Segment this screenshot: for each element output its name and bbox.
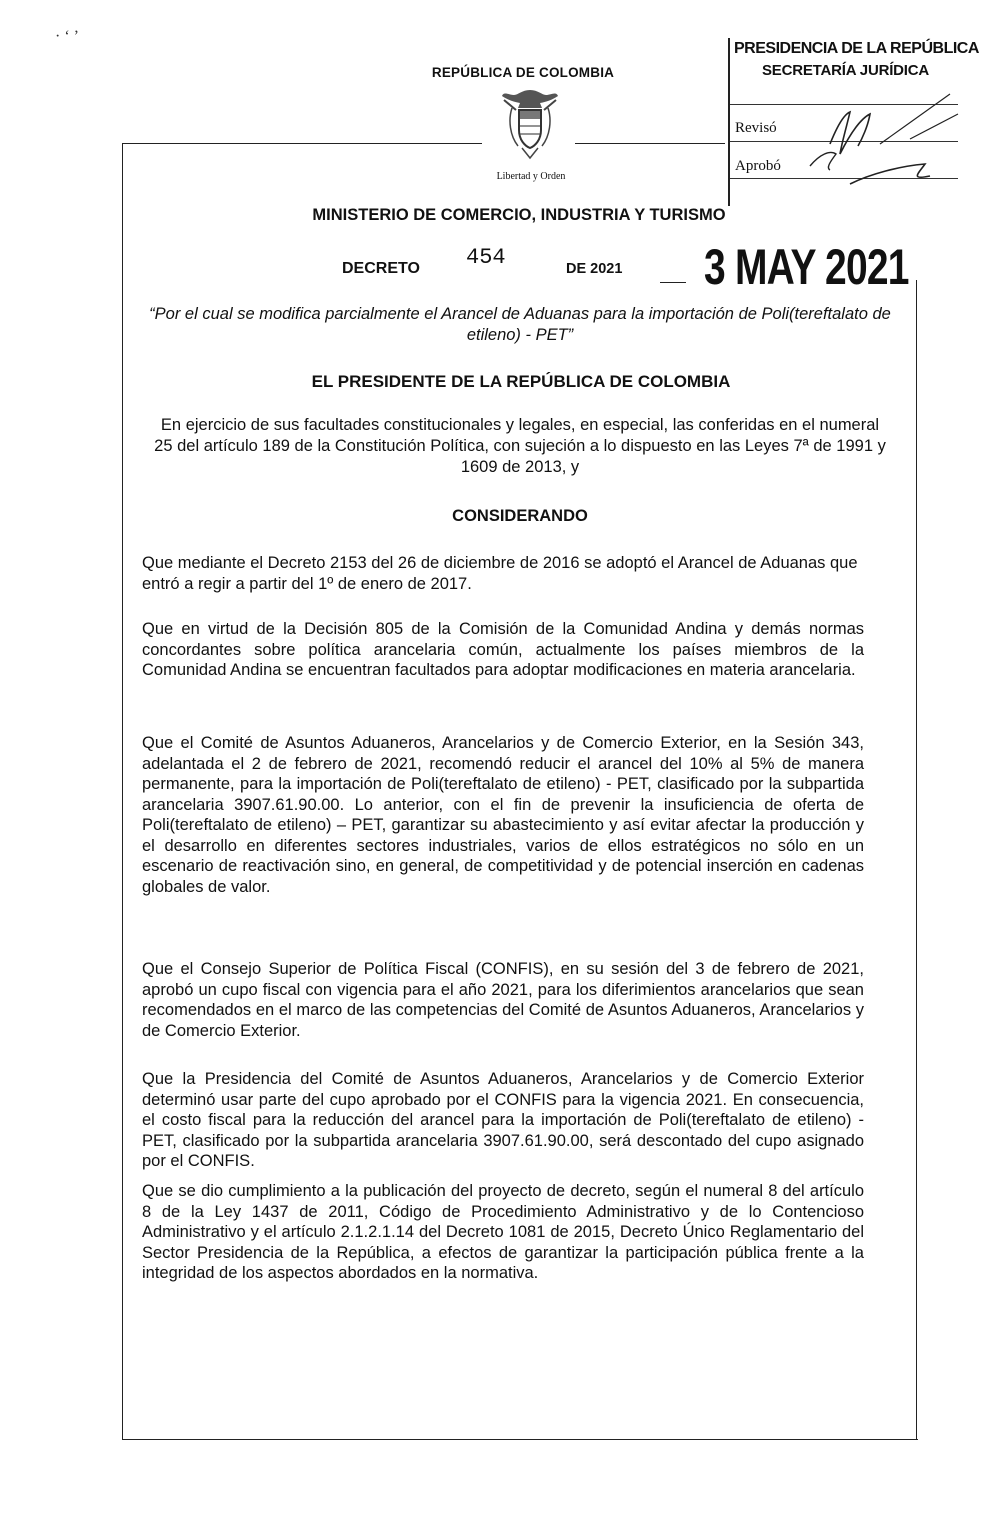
considerando-paragraph: Que en virtud de la Decisión 805 de la Comisión de la Comunidad Andina y demás normas concordantes sobre política arancelaria común, actualmente los países miembros de la Comunidad Andina se encuentran facultados para adoptar modificaciones en materia arancelaria.: [142, 620, 864, 679]
preamble: En ejercicio de sus facultades constitucionales y legales, en especial, las conferidas en el numeral 25 del artículo 189 de la Constitución Política, con sujeción a lo dispuesto en las Leyes 7ª de 1991 y 1609 de 2013, y: [154, 416, 886, 476]
decree-year: DE 2021: [566, 261, 623, 277]
frame-right: [916, 280, 917, 1440]
decree-label: DECRETO: [342, 260, 420, 277]
decree-underline: [660, 282, 686, 283]
considerando-paragraph: Que el Consejo Superior de Política Fiscal (CONFIS), en su sesión del 3 de febrero de 2021, aprobó un cupo fiscal con vigencia para el año 2021, para los diferimientos arancelarios que sean recomendados en el marco de las competencias del Comité de Asuntos Aduaneros, Arancelarios y de Comercio Exterior.: [142, 960, 864, 1040]
considerando-heading: [0, 507, 1000, 526]
frame-left: [122, 143, 123, 1440]
scan-marks: · ʻ ʼ: [55, 28, 79, 45]
ministry-heading: [0, 206, 1000, 225]
coat-of-arms-icon: [500, 86, 560, 166]
considerando-paragraph: Que mediante el Decreto 2153 del 26 de diciembre de 2016 se adoptó el Arancel de Aduanas que entró a regir a partir del 1º de enero de 2017.: [142, 554, 858, 593]
decree-subject: “Por el cual se modifica parcialmente el Arancel de Aduanas para la importación de Poli(tereftalato de etileno) - PET”: [149, 305, 891, 344]
frame-top-middle: [575, 143, 725, 144]
stamp-reviso-label: Revisó: [735, 120, 777, 136]
considerando-paragraph: Que se dio cumplimiento a la publicación del proyecto de decreto, según el numeral 8 del artículo 8 de la Ley 1437 de 2011, Código de Procedimiento Administrativo y de lo Contencioso Administrativo y el artículo 2.1.2.1.14 del Decreto 1081 de 2015, Decreto Único Reglamentario del Sector Presidencia de la República, a efectos de garantizar la participación pública frente a la integridad de los aspectos abordados en la normativa.: [142, 1182, 864, 1282]
president-text: EL PRESIDENTE DE LA REPÚBLICA DE COLOMBIA: [311, 372, 731, 391]
decree-date-stamp: 3 MAY 2021: [704, 239, 909, 295]
stamp-aprobo-label: Aprobó: [735, 158, 781, 174]
decree-number: 454: [466, 245, 506, 270]
motto: Libertad y Orden: [496, 171, 566, 182]
president-heading: [0, 372, 1000, 392]
stamp-title: PRESIDENCIA DE LA REPÚBLICA: [734, 40, 979, 57]
considerando-paragraph: Que el Comité de Asuntos Aduaneros, Arancelarios y de Comercio Exterior, en la Sesión 343, adelantada el 2 de febrero de 2021, recomendó reducir el arancel del 10% al 5% de manera permanente, para la importación de Poli(tereftalato de etileno) - PET, clasificado por la subpartida arancelaria 3907.61.90.00. Lo anterior, con el fin de prevenir la insuficiencia de oferta de Poli(tereftalato de etileno) – PET, garantizar su abastecimiento y así evitar afectar la producción y el desarrollo en diferentes sectores industriales, varios de ellos estratégicos no sólo en un escenario de reactivación sino, en general, de competitividad y de potencial inserción en cadenas globales de valor.: [142, 734, 864, 896]
frame-bottom: [122, 1439, 918, 1440]
ministry-text: MINISTERIO DE COMERCIO, INDUSTRIA Y TURISMO: [312, 206, 726, 224]
frame-top-left: [122, 143, 482, 144]
republic-text: REPÚBLICA DE COLOMBIA: [431, 65, 615, 80]
considerando-paragraph: Que la Presidencia del Comité de Asuntos Aduaneros, Arancelarios y de Comercio Exterior determinó usar parte del cupo aprobado por el CONFIS para la vigencia 2021. En consecuencia, el costo fiscal para la reducción del arancel para la importación de Poli(tereftalato de etileno) - PET, clasificado por la subpartida arancelaria 3907.61.90.00, será descontado del cupo asignado por el CONFIS.: [142, 1070, 864, 1170]
considerando-text: CONSIDERANDO: [452, 507, 588, 525]
stamp-subtitle: SECRETARÍA JURÍDICA: [762, 62, 930, 79]
signature-icon: [790, 84, 965, 204]
